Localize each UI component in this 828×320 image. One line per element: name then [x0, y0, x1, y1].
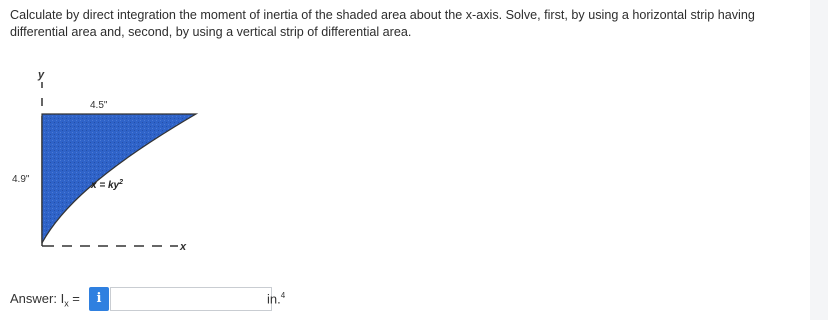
question-text: Calculate by direct integration the moment of inertia of the shaded area about the x-axis. Solve, first, by using a horizontal strip having differential area and, second, by using a vertical strip of differential area.	[10, 8, 755, 39]
unit-label: in.$^4$	[267, 291, 286, 307]
answer-label: Answer: $I_x$ =	[10, 291, 80, 309]
scroll-gutter	[810, 0, 828, 320]
curve-equation: $x = ky^2$	[91, 179, 123, 191]
answer-input[interactable]	[110, 287, 272, 311]
y-axis-label: y	[38, 69, 45, 81]
figure-diagram	[0, 60, 260, 260]
info-icon[interactable]: i	[89, 287, 109, 311]
width-dimension-label: 4.5"	[90, 100, 108, 111]
answer-row	[10, 286, 810, 312]
figure	[0, 60, 260, 260]
x-axis-label: x	[180, 241, 187, 253]
height-dimension-label: 4.9"	[12, 174, 30, 185]
